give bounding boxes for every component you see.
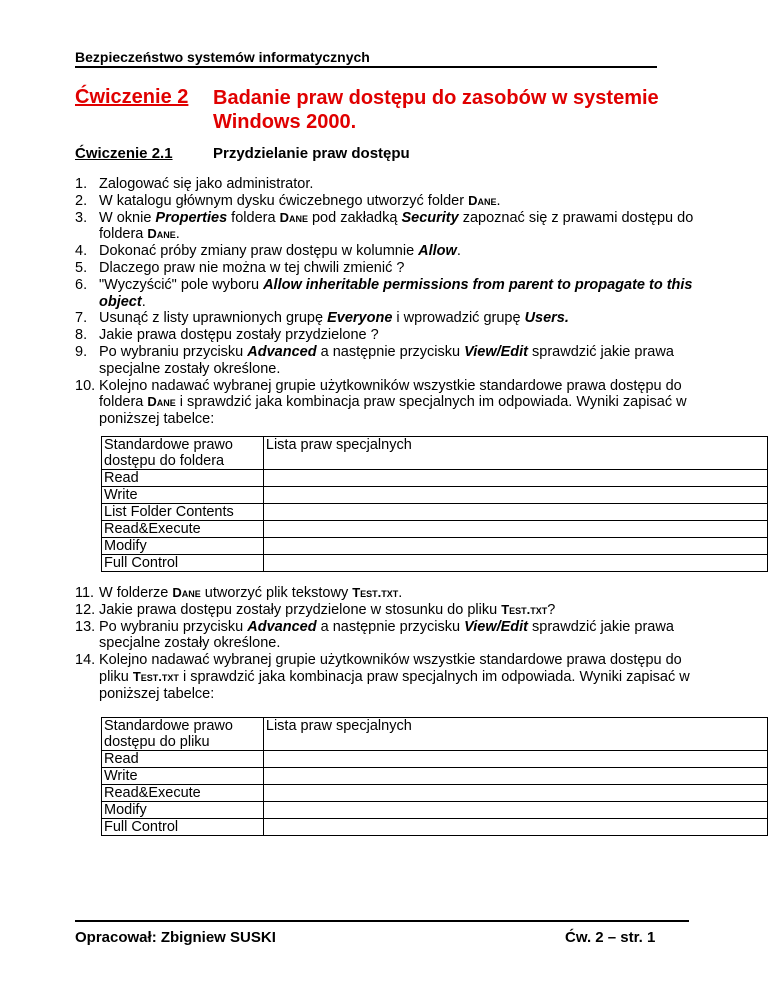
- list-item: [75, 327, 695, 344]
- list-item-text: sprawdzić jakie prawa specjalne zostały określone.: [99, 618, 674, 652]
- list-item: [75, 210, 695, 244]
- list-item: [75, 585, 695, 602]
- list-item-number: 12.: [75, 601, 96, 618]
- table-row: [102, 487, 768, 504]
- right-name-cell: Full Control: [102, 555, 264, 572]
- list-item-text: Dane: [172, 585, 201, 600]
- list-item-number: 8.: [75, 327, 88, 344]
- list-item: [75, 260, 695, 277]
- special-rights-cell: [263, 768, 767, 785]
- list-item-text: foldera: [227, 209, 280, 226]
- list-item-text: i wprowadzić grupę: [392, 310, 525, 327]
- list-item-text: pod zakładką: [307, 209, 402, 226]
- special-rights-cell: [263, 819, 767, 836]
- right-name-cell: Modify: [102, 538, 264, 555]
- list-item: [75, 619, 695, 653]
- special-rights-cell: [263, 521, 767, 538]
- list-item-number: 6.: [75, 276, 88, 293]
- table-row: [102, 555, 768, 572]
- table-header-left: Standardowe prawo dostępu do pliku: [102, 718, 264, 751]
- right-name-cell: Write: [102, 768, 264, 785]
- exercise-number: Ćwiczenie 2: [75, 86, 189, 108]
- table-row: [102, 538, 768, 555]
- exercise-title: Badanie praw dostępu do zasobów w systemie Windows 2000.: [213, 87, 659, 133]
- list-item-text: Allow inheritable permissions from parent to propagate to this object: [99, 276, 693, 310]
- instruction-list-2: [75, 585, 695, 703]
- table-row: [102, 819, 768, 836]
- right-name-cell: Write: [102, 487, 264, 504]
- folder-rights-table: [101, 436, 768, 572]
- list-item-text: .: [496, 192, 501, 209]
- list-item-text: ?: [547, 601, 556, 618]
- special-rights-cell: [263, 751, 767, 768]
- list-item-text: Usunąć z listy uprawnionych grupę: [99, 310, 328, 327]
- special-rights-cell: [263, 538, 767, 555]
- list-item: [75, 602, 695, 619]
- list-item-text: Kolejno nadawać wybranej grupie użytkowników wszystkie standardowe prawa dostępu do pliku: [99, 652, 682, 685]
- right-name-cell: Read&Execute: [102, 521, 264, 538]
- footer-author: Opracował: Zbigniew SUSKI: [75, 929, 276, 946]
- list-item-text: Test.txt: [501, 601, 548, 617]
- list-item: [75, 277, 695, 311]
- table-row: [102, 470, 768, 487]
- list-item-text: .: [456, 243, 461, 260]
- list-item-text: Everyone: [327, 310, 393, 327]
- list-item-text: Advanced: [247, 343, 317, 360]
- list-item-text: Test.txt: [132, 668, 179, 684]
- special-rights-cell: [263, 504, 767, 521]
- list-item-text: Allow: [418, 243, 457, 260]
- list-item-text: zapoznać się z prawami dostępu do foldera: [99, 209, 694, 243]
- list-item-text: i sprawdzić jaka kombinacja praw specjalnych im odpowiada. Wyniki zapisać w poniższej tabelce:: [99, 394, 687, 428]
- list-item-number: 11.: [75, 585, 95, 601]
- list-item-text: Kolejno nadawać wybranej grupie użytkowników wszystkie standardowe prawa dostępu do foldera: [99, 377, 682, 411]
- table-header-right: Lista praw specjalnych: [263, 718, 767, 751]
- table-row: [102, 751, 768, 768]
- list-item-number: 14.: [75, 652, 96, 669]
- list-item-text: Dane: [468, 192, 497, 208]
- list-item-number: 1.: [75, 176, 88, 192]
- list-item-text: Security: [401, 209, 459, 226]
- list-item-text: Dlaczego praw nie można w tej chwili zmienić ?: [99, 259, 405, 276]
- list-item-text: Dane: [279, 209, 308, 225]
- list-item-text: .: [141, 293, 146, 310]
- list-item-text: Properties: [155, 209, 228, 226]
- footer-divider: [75, 920, 689, 922]
- right-name-cell: Read&Execute: [102, 785, 264, 802]
- list-item-text: Zalogować się jako administrator.: [99, 176, 314, 192]
- list-item: [75, 344, 695, 378]
- list-item-text: Dane: [147, 226, 176, 242]
- table-row: [102, 768, 768, 785]
- list-item-text: .: [398, 585, 403, 601]
- list-item-text: a następnie przycisku: [316, 618, 465, 635]
- list-item-text: Advanced: [247, 618, 317, 635]
- special-rights-cell: [263, 487, 767, 504]
- table-header-left: Standardowe prawo dostępu do foldera: [102, 437, 264, 470]
- right-name-cell: List Folder Contents: [102, 504, 264, 521]
- list-item-text: Test.txt: [352, 585, 399, 600]
- list-item: [75, 652, 695, 702]
- table-row: [102, 521, 768, 538]
- list-item-text: Dane: [147, 394, 176, 410]
- list-item: [75, 310, 695, 327]
- list-item-text: View/Edit: [464, 343, 529, 360]
- list-item-text: "Wyczyścić" pole wyboru: [99, 276, 264, 293]
- list-item: [75, 243, 695, 260]
- list-item-text: Po wybraniu przycisku: [99, 618, 248, 635]
- right-name-cell: Modify: [102, 802, 264, 819]
- subsection-title: Przydzielanie praw dostępu: [213, 145, 410, 162]
- subsection-number: Ćwiczenie 2.1: [75, 145, 173, 162]
- list-item-text: W folderze: [99, 585, 173, 601]
- list-item-text: a następnie przycisku: [316, 343, 465, 360]
- list-item-text: Jakie prawa dostępu zostały przydzielone ?: [99, 327, 379, 344]
- file-rights-table: [101, 717, 768, 836]
- list-item-number: 4.: [75, 243, 88, 260]
- special-rights-cell: [263, 785, 767, 802]
- list-item-number: 7.: [75, 310, 88, 327]
- special-rights-cell: [263, 555, 767, 572]
- list-item-text: Dokonać próby zmiany praw dostępu w kolumnie: [99, 243, 419, 260]
- list-item-text: View/Edit: [464, 618, 529, 635]
- table-row: [102, 785, 768, 802]
- list-item-text: .: [175, 226, 180, 243]
- table-header-right: Lista praw specjalnych: [263, 437, 767, 470]
- list-item-text: Users.: [524, 310, 569, 327]
- list-item: [75, 176, 695, 193]
- list-item-number: 9.: [75, 343, 88, 360]
- list-item-text: i sprawdzić jaka kombinacja praw specjalnych im odpowiada. Wyniki zapisać w poniższej tabelce:: [99, 668, 690, 702]
- list-item: [75, 378, 695, 428]
- list-item: [75, 193, 695, 210]
- list-item-text: Jakie prawa dostępu zostały przydzielone w stosunku do pliku: [99, 601, 502, 618]
- list-item-text: W oknie: [99, 209, 156, 226]
- list-item-text: utworzyć plik tekstowy: [200, 585, 353, 601]
- list-item-number: 10.: [75, 377, 96, 394]
- list-item-number: 2.: [75, 192, 88, 209]
- list-item-number: 3.: [75, 209, 88, 226]
- right-name-cell: Read: [102, 751, 264, 768]
- special-rights-cell: [263, 470, 767, 487]
- list-item-text: W katalogu głównym dysku ćwiczebnego utworzyć folder: [99, 192, 469, 209]
- table-row: [102, 802, 768, 819]
- list-item-text: sprawdzić jakie prawa specjalne zostały określone.: [99, 343, 674, 377]
- instruction-list-1: [75, 176, 695, 428]
- special-rights-cell: [263, 802, 767, 819]
- table-header-row: [102, 437, 768, 470]
- list-item-number: 5.: [75, 259, 88, 276]
- list-item-text: Po wybraniu przycisku: [99, 343, 248, 360]
- page-header: Bezpieczeństwo systemów informatycznych: [75, 49, 657, 68]
- footer-page-number: Ćw. 2 – str. 1: [565, 929, 656, 946]
- table-row: [102, 504, 768, 521]
- right-name-cell: Full Control: [102, 819, 264, 836]
- table-header-row: [102, 718, 768, 751]
- right-name-cell: Read: [102, 470, 264, 487]
- list-item-number: 13.: [75, 618, 96, 635]
